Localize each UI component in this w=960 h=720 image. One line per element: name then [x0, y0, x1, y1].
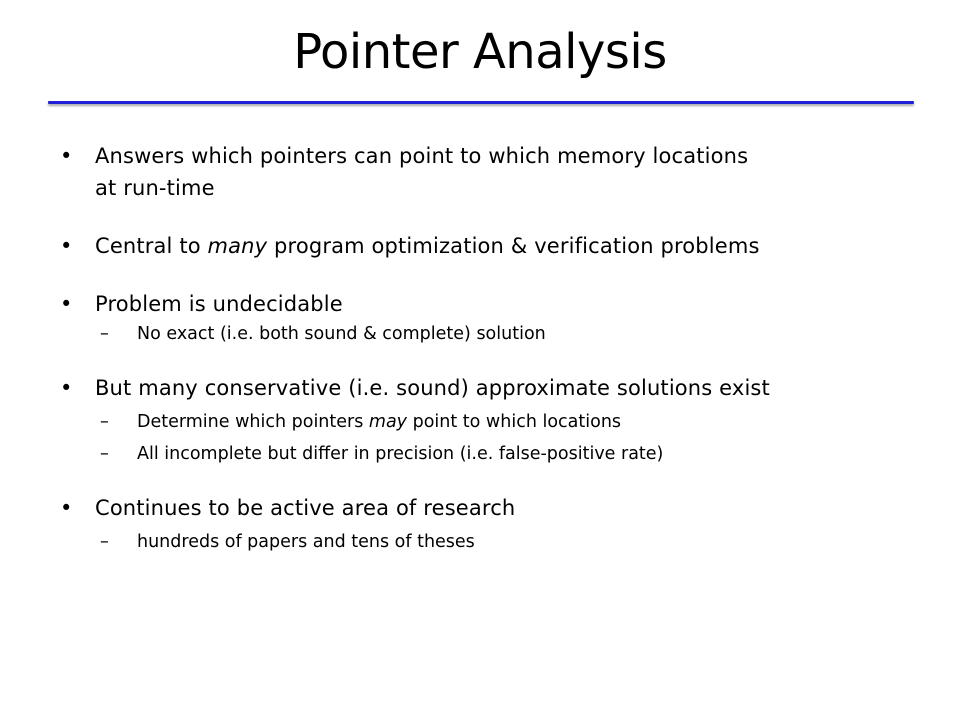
sub-bullet-emphasis: may: [368, 412, 408, 432]
bullet-text: program optimization & verification problems: [267, 234, 760, 258]
bullet-text: Central to: [95, 234, 208, 258]
bullet-emphasis: many: [207, 234, 268, 258]
sub-bullet-item: [60, 320, 900, 348]
sub-bullet-text: All incomplete but differ in precision (i.e. false-positive rate): [137, 444, 664, 464]
dash-glyph: –: [100, 532, 109, 552]
title-underline: [48, 101, 914, 104]
bullet-item: [60, 140, 900, 204]
bullet-text: But many conservative (i.e. sound) approximate solutions exist: [95, 376, 770, 400]
slide-title: Pointer Analysis: [293, 24, 667, 80]
sub-bullet-item: [60, 440, 900, 468]
sub-bullet-item: [60, 408, 900, 436]
bullet-item: [60, 288, 900, 320]
bullet-text-line: at run-time: [95, 176, 215, 200]
bullet-glyph: •: [60, 234, 73, 258]
bullet-glyph: •: [60, 376, 73, 400]
dash-glyph: –: [100, 324, 109, 344]
sub-bullet-text: No exact (i.e. both sound & complete) solution: [137, 324, 546, 344]
bullet-text: Problem is undecidable: [95, 292, 343, 316]
dash-glyph: –: [100, 444, 109, 464]
bullet-text-line: Answers which pointers can point to which memory locations: [95, 144, 749, 168]
slide-body: [60, 140, 900, 556]
sub-bullet-text: hundreds of papers and tens of theses: [137, 532, 475, 552]
bullet-glyph: •: [60, 496, 73, 520]
bullet-item: [60, 372, 900, 404]
bullet-item: [60, 230, 900, 262]
bullet-glyph: •: [60, 144, 73, 168]
bullet-item: [60, 492, 900, 524]
sub-bullet-item: [60, 528, 900, 556]
sub-bullet-text: Determine which pointers: [137, 412, 369, 432]
bullet-glyph: •: [60, 292, 73, 316]
dash-glyph: –: [100, 412, 109, 432]
sub-bullet-text: point to which locations: [407, 412, 622, 432]
bullet-text: Continues to be active area of research: [95, 496, 516, 520]
